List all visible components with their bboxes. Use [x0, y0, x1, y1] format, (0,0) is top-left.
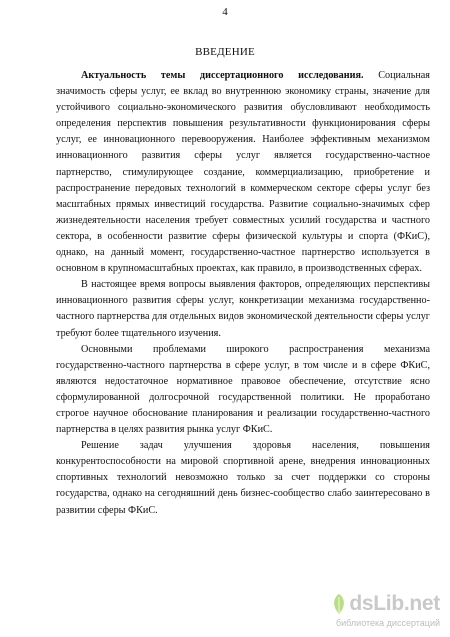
paragraph-4: Решение задач улучшения здоровья населения, повышения конкурентоспособности на мировой спортивной арене, внедрения инновационных спортивных технологий невозможно только за счет поддержки со стороны государства, однако на сегодняшний день бизнес-сообщество слабо заинтересовано в развитии сферы ФКиС. [56, 440, 430, 516]
watermark-logo-text: dsLib.net [349, 592, 440, 615]
watermark-logo [331, 591, 440, 617]
paragraph-1-text: Социальная значимость сферы услуг, ее вклад во внутреннюю экономику страны, значение для устойчивого социально-экономического развития обусловливают необходимость определения перспектив повышения результативности функционирования сферы услуг, ее инновационного перевооружения. Наиболее эффективным механизмом инновационного развития сферы услуг является государственно-частное партнерство, стимулирующее создание, коммерциализацию, приобретение и распространение передовых технологий в коммерческом секторе сферы услуг без масштабных прямых инвестиций государства. Развитие социально-значимых сфер жизнедеятельности населения требует совместных усилий государства и частного сектора, в особенности развитие сферы физической культуры и спорта (ФКиС), однако, на данный момент, государственно-частное партнерство используется в основном в крупномасштабных проектах, как правило, в производственных сферах. [56, 70, 430, 275]
paragraph-2: В настоящее время вопросы выявления факторов, определяющих перспективы инновационного развития сферы услуг, конкретизации механизма государственно-частного партнерства для отдельных видов экономической деятельности сферы услуг требуют более тщательного изучения. [56, 279, 430, 339]
paragraph-1 [56, 68, 430, 277]
document-body [56, 68, 430, 519]
page-number: 4 [222, 6, 228, 18]
dslib-watermark [312, 591, 440, 631]
paragraph-1-lead: Актуальность темы диссертационного исследования. [81, 70, 364, 81]
leaf-icon [331, 593, 347, 615]
watermark-subtitle: библиотека диссертаций [335, 618, 440, 628]
paragraph-3: Основными проблемами широкого распространения механизма государственно-частного партнерства в сфере услуг, в том числе и в сфере ФКиС, являются недостаточное нормативное правовое обеспечение, отсутствие ясно сформулированной долгосрочной государственной политики. Не проработано строгое научное обоснование планирования и реализации государственно-частного партнерства в целях развития рынка услуг ФКиС. [56, 343, 430, 436]
section-heading: ВВЕДЕНИЕ [195, 46, 255, 58]
